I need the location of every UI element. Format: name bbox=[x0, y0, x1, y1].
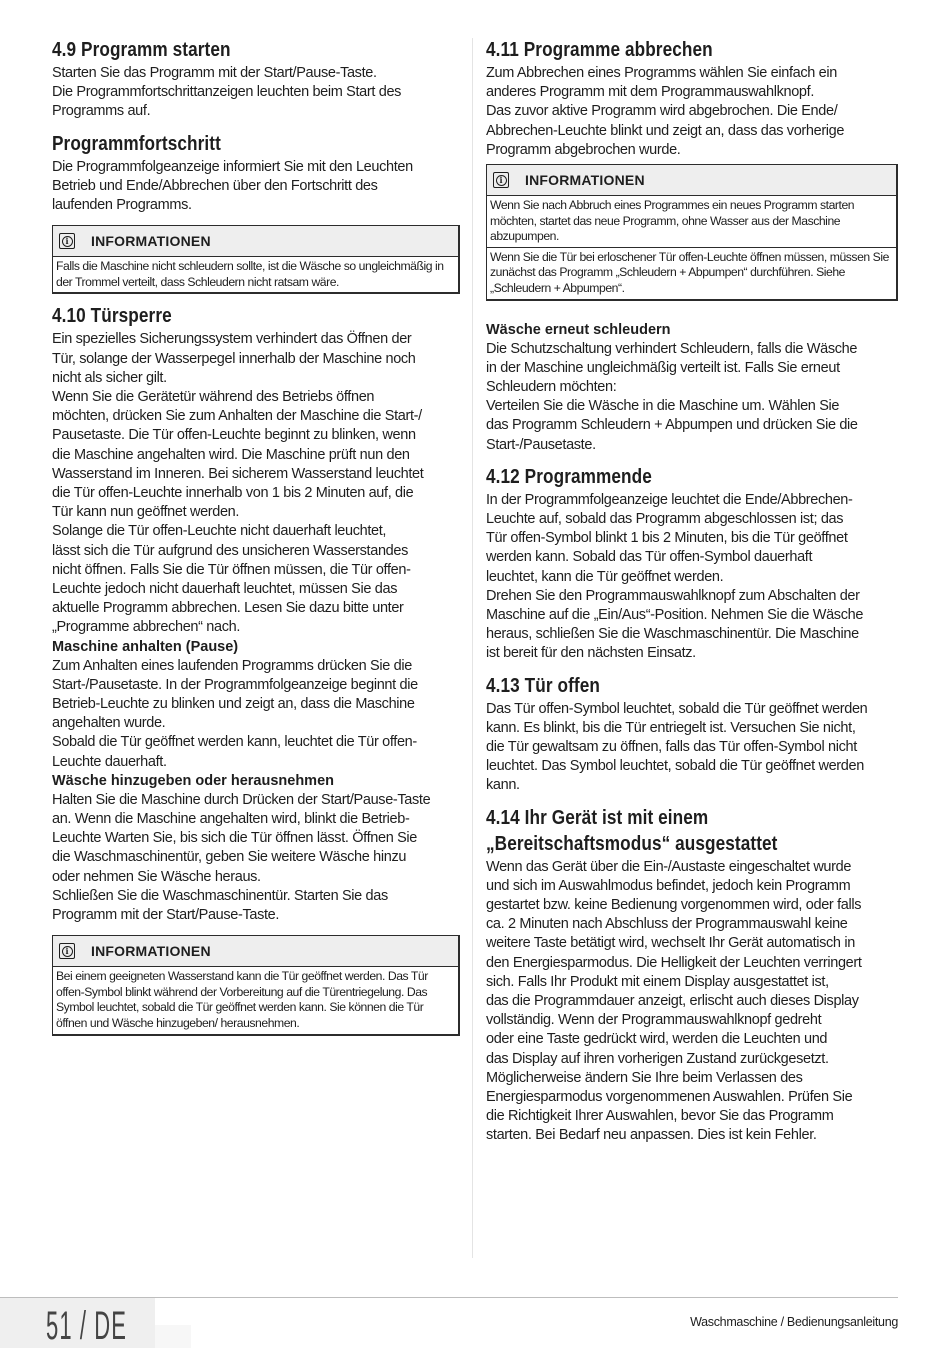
text-line: Schleudern möchten: bbox=[486, 378, 617, 395]
info-paragraph: Bei einem geeigneten Wasserstand kann die Tür geöffnet werden. Das Tür offen-Symbol blinkt während der Vorbereitung auf die Türentriegelung. Das Symbol leuchtet, sobald die Tür geöffnet werden kann. Sie können die Tür öffnen und Wäsche hinzugeben/ herausnehmen. bbox=[56, 969, 428, 1031]
text-line: ist bereit für den nächsten Einsatz. bbox=[486, 645, 696, 662]
text-line: das Display auf ihren vorherigen Zustand zurückgesetzt. bbox=[486, 1050, 829, 1067]
text-line: Solange die Tür offen-Leuchte nicht dauerhaft leuchtet, bbox=[52, 523, 387, 540]
text-line: Zum Abbrechen eines Programms wählen Sie einfach ein bbox=[486, 65, 837, 81]
info-paragraph: Wenn Sie die Tür bei erloschener Tür offen-Leuchte öffnen müssen, müssen Sie zunächst das Programm „Schleudern + Abpumpen“ durchführen. Siehe „Schleudern + Abpumpen“. bbox=[487, 247, 896, 299]
info-box bbox=[52, 225, 460, 294]
info-box-header bbox=[53, 936, 458, 967]
text-line: Start-/Pausetaste. In der Programmfolgeanzeige beginnt die bbox=[52, 676, 418, 693]
text-line: Betrieb und Ende/Abbrechen über den Fortschritt des bbox=[52, 177, 378, 194]
text-line: Starten Sie das Programm mit der Start/Pause-Taste. bbox=[52, 65, 377, 81]
info-box-title: INFORMATIONEN bbox=[91, 943, 211, 960]
section-text bbox=[486, 700, 898, 796]
section-4-10 bbox=[52, 304, 460, 637]
info-box bbox=[486, 164, 898, 301]
section-4-13 bbox=[486, 674, 898, 796]
text-line: Die Schutzschaltung verhindert Schleudern, falls die Wäsche bbox=[486, 340, 858, 357]
page-number: 51 / DE bbox=[46, 1304, 128, 1348]
text-line: Energiesparmodus vorgenommenen Auswahlen. Prüfen Sie bbox=[486, 1089, 853, 1106]
text-line: Ein spezielles Sicherungssystem verhindert das Öffnen der bbox=[52, 331, 412, 348]
subsection-pause bbox=[52, 638, 460, 772]
text-line: Start-/Pausetaste. bbox=[486, 436, 596, 453]
section-heading: 4.12 Programmende bbox=[486, 465, 652, 488]
column-divider bbox=[472, 38, 473, 1258]
section-4-11 bbox=[486, 38, 898, 160]
text-line: das die Programmdauer anzeigt, erlischt auch dieses Display bbox=[486, 993, 859, 1010]
text-line: Schließen Sie die Waschmaschinentür. Starten Sie das bbox=[52, 887, 388, 904]
info-icon: i bbox=[59, 233, 75, 249]
info-paragraph: Falls die Maschine nicht schleudern sollte, ist die Wäsche so ungleichmäßig in der Trommel verteilt, dass Schleudern nicht ratsam wäre. bbox=[56, 259, 444, 289]
text-line: laufenden Programms. bbox=[52, 197, 192, 214]
section-4-12 bbox=[486, 465, 898, 664]
text-line: Programm mit der Start/Pause-Taste. bbox=[52, 907, 280, 924]
section-4-14 bbox=[486, 806, 898, 1146]
section-text bbox=[486, 491, 898, 664]
text-line: Tür offen-Symbol blinkt 1 bis 2 Minuten, bis die Tür geöffnet bbox=[486, 530, 848, 547]
text-line: Tür kann nun geöffnet werden. bbox=[52, 504, 240, 521]
text-line: und sich im Auswahlmodus befindet, jedoch kein Programm bbox=[486, 877, 851, 894]
info-box-body bbox=[487, 196, 896, 299]
text-line: oder eine Taste gedrückt wird, werden die Leuchten und bbox=[486, 1031, 828, 1048]
section-text bbox=[486, 858, 898, 1146]
text-line: aktuelle Programm abbrechen. Lesen Sie dazu bitte unter bbox=[52, 600, 404, 617]
document-title: Waschmaschine / Bedienungsanleitung bbox=[690, 1315, 898, 1329]
text-line: die Tür offen-Leuchte innerhalb von 1 bis 2 Minuten auf, die bbox=[52, 485, 414, 502]
info-paragraph: Wenn Sie nach Abbruch eines Programmes ein neues Programm starten möchten, startet das neue Programm, ohne Wasser aus der Maschine abzupumpen. bbox=[490, 198, 855, 244]
section-text bbox=[52, 158, 460, 216]
subsection-heading: Wäsche hinzugeben oder herausnehmen bbox=[52, 772, 334, 789]
info-box-body bbox=[53, 967, 458, 1033]
text-line: Möglicherweise ändern Sie Ihre beim Verlassen des bbox=[486, 1069, 803, 1086]
info-box-title: INFORMATIONEN bbox=[91, 233, 211, 250]
text-line: die Waschmaschinentür, geben Sie weitere Wäsche hinzu bbox=[52, 849, 407, 866]
section-heading: 4.13 Tür offen bbox=[486, 674, 600, 697]
text-line: Programm abgebrochen wurde. bbox=[486, 141, 681, 158]
info-box-header bbox=[487, 165, 896, 196]
text-line: Programms auf. bbox=[52, 103, 151, 120]
text-line: Leuchte dauerhaft. bbox=[52, 753, 167, 770]
section-heading: Programmfortschritt bbox=[52, 132, 221, 155]
text-line: Wasserstand im Inneren. Bei sicherem Wasserstand leuchtet bbox=[52, 465, 424, 482]
text-line: In der Programmfolgeanzeige leuchtet die Ende/Abbrechen- bbox=[486, 491, 853, 508]
section-text bbox=[52, 330, 460, 637]
footer-box bbox=[155, 1325, 191, 1348]
text-line: heraus, schließen Sie die Waschmaschinentür. Die Maschine bbox=[486, 626, 859, 643]
text-line: lässt sich die Tür aufgrund des unsicheren Wasserstandes bbox=[52, 542, 408, 559]
info-icon: i bbox=[493, 172, 509, 188]
text-line: nicht öffnen. Falls Sie die Tür öffnen müssen, die Tür offen- bbox=[52, 561, 411, 578]
info-icon: i bbox=[59, 943, 75, 959]
subsection-waesche bbox=[52, 772, 460, 925]
section-text bbox=[486, 64, 898, 160]
section-heading: 4.9 Programm starten bbox=[52, 39, 231, 61]
text-line: werden kann. Sobald das Tür offen-Symbol dauerhaft bbox=[486, 549, 813, 566]
text-line: kann. Es blinkt, bis die Tür entriegelt ist. Versuchen Sie nicht, bbox=[486, 719, 856, 736]
section-heading: 4.10 Türsperre bbox=[52, 305, 172, 328]
section-4-9 bbox=[52, 38, 460, 122]
text-line: Drehen Sie den Programmauswahlknopf zum Abschalten der bbox=[486, 587, 860, 604]
text-line: das Programm Schleudern + Abpumpen und drücken Sie die bbox=[486, 417, 858, 434]
subsection-erneut-schleudern bbox=[486, 321, 898, 455]
text-line: oder nehmen Sie Wäsche heraus. bbox=[52, 868, 261, 885]
text-line: Das zuvor aktive Programm wird abgebrochen. Die Ende/ bbox=[486, 103, 838, 120]
info-box bbox=[52, 935, 460, 1035]
text-line: Pausetaste. Die Tür offen-Leuchte beginnt zu blinken, wenn bbox=[52, 427, 416, 444]
text-line: Tür, solange der Wasserpegel innerhalb der Maschine noch bbox=[52, 350, 416, 367]
info-box-body bbox=[53, 257, 458, 292]
text-line: Betrieb-Leuchte zu blinken und zeigt an, dass die Maschine bbox=[52, 696, 415, 713]
section-heading: 4.11 Programme abbrechen bbox=[486, 39, 713, 61]
section-text bbox=[486, 340, 898, 455]
text-line: Sobald die Tür geöffnet werden kann, leuchtet die Tür offen- bbox=[52, 734, 417, 751]
section-heading: 4.14 Ihr Gerät ist mit einem bbox=[486, 806, 709, 829]
text-line: Maschine auf die „Ein/Aus“-Position. Nehmen Sie die Wäsche bbox=[486, 607, 864, 624]
text-line: die Maschine angehalten wird. Die Maschine prüft nun den bbox=[52, 446, 410, 463]
text-line: ca. 2 Minuten nach Abschluss der Programmauswahl keine bbox=[486, 916, 848, 933]
text-line: leuchtet. Das Symbol leuchtet, sobald die Tür geöffnet werden bbox=[486, 758, 864, 775]
text-line: angehalten wurde. bbox=[52, 715, 166, 732]
text-line: gestartet bzw. keine Bedienung vorgenommen wird, oder falls bbox=[486, 897, 862, 914]
text-line: Die Programmfortschrittanzeigen leuchten beim Start des bbox=[52, 84, 402, 101]
text-line: Die Programmfolgeanzeige informiert Sie mit den Leuchten bbox=[52, 158, 413, 175]
info-box-title: INFORMATIONEN bbox=[525, 172, 645, 189]
text-line: Wenn Sie die Gerätetür während des Betriebs öffnen bbox=[52, 389, 375, 406]
section-programmfortschritt bbox=[52, 132, 460, 216]
text-line: in der Maschine ungleichmäßig verteilt ist. Falls Sie erneut bbox=[486, 359, 840, 376]
left-column bbox=[52, 38, 460, 1046]
text-line: Leuchte auf, sobald das Programm abgeschlossen ist; das bbox=[486, 511, 844, 527]
section-heading-line2: „Bereitschaftsmodus“ ausgestattet bbox=[486, 832, 778, 855]
text-line: Leuchte Warten Sie, bis sich die Tür öffnen lässt. Öffnen Sie bbox=[52, 830, 417, 847]
text-line: die Tür gewaltsam zu öffnen, falls das Tür offen-Symbol nicht bbox=[486, 739, 857, 756]
section-text bbox=[52, 791, 460, 925]
text-line: kann. bbox=[486, 777, 520, 794]
text-line: Leuchte jedoch nicht dauerhaft leuchtet, müssen Sie das bbox=[52, 581, 398, 598]
text-line: Wenn das Gerät über die Ein-/Austaste eingeschaltet wurde bbox=[486, 858, 852, 875]
text-line: Verteilen Sie die Wäsche in die Maschine um. Wählen Sie bbox=[486, 398, 840, 415]
text-line: weitere Taste betätigt wird, wechselt Ihr Gerät automatisch in bbox=[486, 935, 855, 952]
text-line: Zum Anhalten eines laufenden Programms drücken Sie die bbox=[52, 657, 412, 674]
info-box-header bbox=[53, 226, 458, 257]
section-text bbox=[52, 64, 460, 122]
text-line: den Energiesparmodus. Die Helligkeit der Leuchten verringert bbox=[486, 954, 862, 971]
text-line: vollständig. Wenn der Programmauswahlknopf gedreht bbox=[486, 1012, 822, 1029]
text-line: Halten Sie die Maschine durch Drücken der Start/Pause-Taste bbox=[52, 791, 431, 808]
text-line: anderes Programm mit dem Programmauswahlknopf. bbox=[486, 84, 815, 101]
text-line: starten. Bei Bedarf neu anpassen. Dies ist kein Fehler. bbox=[486, 1127, 817, 1144]
text-line: leuchtet, kann die Tür geöffnet werden. bbox=[486, 568, 724, 585]
text-line: die Richtigkeit Ihrer Auswahlen, bevor Sie das Programm bbox=[486, 1108, 834, 1125]
text-line: Das Tür offen-Symbol leuchtet, sobald die Tür geöffnet werden bbox=[486, 700, 868, 717]
text-line: möchten, drücken Sie zum Anhalten der Maschine die Start-/ bbox=[52, 408, 422, 425]
text-line: Abbrechen-Leuchte blinkt und zeigt an, dass das vorherige bbox=[486, 122, 845, 139]
text-line: sich. Falls Ihr Produkt mit einem Display ausgestattet ist, bbox=[486, 973, 829, 990]
text-line: nicht als sicher gilt. bbox=[52, 369, 167, 386]
subsection-heading: Maschine anhalten (Pause) bbox=[52, 638, 239, 655]
subsection-heading: Wäsche erneut schleudern bbox=[486, 321, 671, 338]
text-line: an. Wenn die Maschine angehalten wird, blinkt die Betrieb- bbox=[52, 811, 410, 828]
text-line: „Programme abbrechen“ nach. bbox=[52, 619, 241, 636]
section-text bbox=[52, 657, 460, 772]
right-column bbox=[486, 38, 898, 1156]
